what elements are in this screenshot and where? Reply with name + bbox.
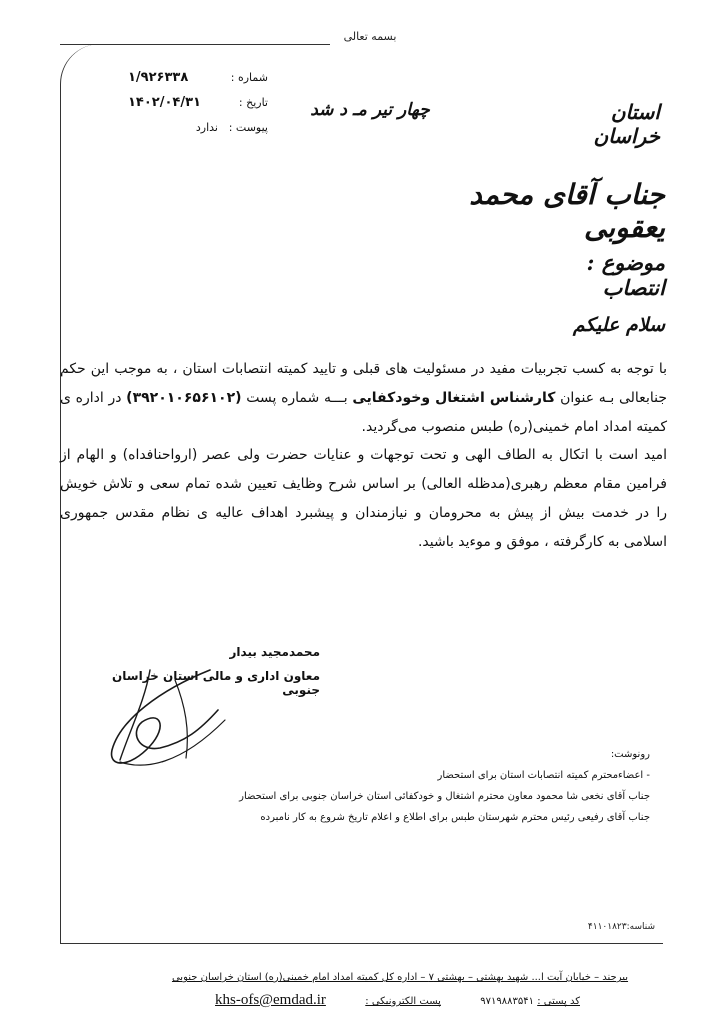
- postal-code-value: ۹۷۱۹۸۸۳۵۴۱: [480, 996, 535, 1007]
- number-value: ۱/۹۲۶۳۳۸: [128, 70, 189, 85]
- body-p1-part1: با توجه به کسب تجربیات مفید در مسئولیت های قبلی و تایید کمیته انتصابات استان ، به موجب این حکم جنابعالی بـه عنوان: [60, 361, 667, 406]
- carbon-copy-list: [210, 744, 650, 828]
- post-number: (۳۹۲۰۱۰۶۵۶۱۰۲): [126, 389, 242, 406]
- letter-body: [60, 355, 667, 557]
- date-row: [118, 90, 268, 115]
- signer-name: محمدمجید بیدار: [229, 645, 320, 659]
- subject-line: موضوع : انتصاب: [586, 250, 665, 300]
- body-paragraph-1: [60, 355, 667, 441]
- greeting: سلام علیکم: [572, 314, 665, 336]
- letter-metadata: [118, 65, 268, 140]
- footer-contact: [215, 992, 580, 1009]
- cc-line: جناب آقای رفیعی رئیس محترم شهرستان طبس برای اطلاع و اعلام تاریخ شروع به کار نامبرده: [260, 812, 650, 823]
- body-p1-part3: در اداره ی کمیته امداد امام خمینی(ره) طبس منصوب می‌گردید.: [60, 389, 667, 435]
- email-label: پست الکترونیکی :: [365, 996, 441, 1007]
- attachment-label: پیوست :: [228, 121, 268, 134]
- appointed-role: کارشناس اشتغال وخودکفایی: [352, 389, 556, 406]
- date-label: تاریخ :: [238, 96, 268, 109]
- frame-bottom-rule: [60, 943, 663, 944]
- date-value: ۱۴۰۲/۰۴/۳۱: [128, 95, 201, 110]
- attachment-value: ندارد: [195, 121, 218, 134]
- postal-code-label: کد پستی :: [537, 996, 580, 1007]
- recipient-name: جناب آقای محمد یعقوبی: [469, 178, 665, 244]
- email-link[interactable]: khs-ofs@emdad.ir: [215, 992, 326, 1008]
- signer-title: معاون اداری و مالی استان خراسان جنوبی: [112, 669, 320, 697]
- cc-line: جناب آقای نخعی شا محمود معاون محترم اشتغال و خودکفائی استان خراسان جنوبی برای استحضار: [239, 791, 650, 802]
- footer-address: بیرجند – خیابان آیت ا... شهید بهشتی – بهشتی ۷ – اداره کل کمیته امداد امام خمینی(ره) استان خراسان جنوبی: [171, 972, 629, 983]
- document-code: شناسه:۴۱۱۰۱۸۲۳: [587, 922, 655, 932]
- handwritten-number-note: چهار تیر مـ د شد: [310, 100, 430, 120]
- cc-title: رونوشت:: [610, 749, 650, 760]
- attachment-row: [118, 115, 268, 140]
- number-label: شماره :: [230, 71, 268, 84]
- body-p1-part2: بـــه شماره پست: [241, 389, 353, 406]
- body-paragraph-2: امید است با اتکال به الطاف الهی و تحت توجهات و عنایات حضرت ولی عصر (ارواحنافداه) و الهام از فرامین مقام معظم رهبری(مدظله العالی) بر اساس شرح وظایف تعیین شده تمام سعی و تلاش خویش را در خدمت بیش از پیش به محرومان و نیازمندان و پیشبرد اهداف عالیه ی نظام مقدس جمهوری اسلامی به کارگرفته ، موفق و موءید باشید.: [60, 447, 667, 550]
- number-row: [118, 65, 268, 90]
- invocation-text: بسمه تعالی: [343, 30, 397, 43]
- postal-code-group: [480, 996, 580, 1007]
- cc-line: - اعضاءمحترم کمیته انتصابات استان برای استحضار: [437, 770, 650, 781]
- handwritten-province: استان خراسان: [593, 100, 660, 148]
